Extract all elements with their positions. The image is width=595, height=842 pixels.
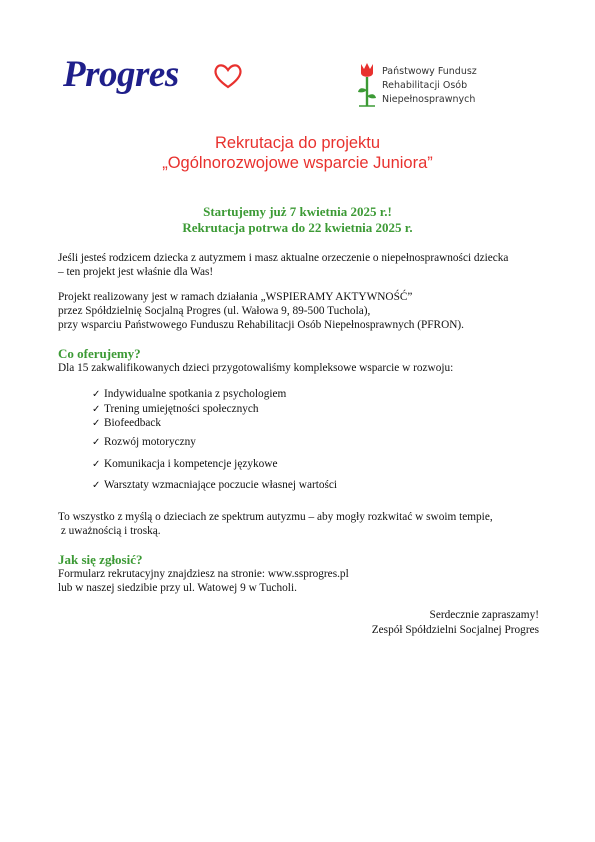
offer-heading: Co oferujemy? — [58, 346, 141, 361]
list-item — [92, 403, 259, 416]
project-info-line-2: przez Spółdzielnię Socjalną Progres (ul. Wałowa 9, 89-500 Tuchola), — [58, 305, 371, 317]
list-item-label: Indywidualne spotkania z psychologiem — [104, 388, 287, 400]
list-item-label: Komunikacja i kompetencje językowe — [104, 458, 278, 470]
pfron-logo — [355, 60, 535, 112]
list-item-label: Warsztaty wzmacniające poczucie własnej wartości — [104, 479, 338, 491]
list-item — [92, 436, 196, 449]
document-title-line-1: Rekrutacja do projektu — [214, 134, 381, 152]
closing-line-1: To wszystko z myślą o dzieciach ze spektrum autyzmu – aby mogły rozkwitać w swoim tempie, — [58, 511, 493, 523]
heart-icon — [213, 62, 243, 90]
checkmark-icon: ✓ — [92, 404, 101, 415]
signature-greeting: Serdecznie zapraszamy! — [429, 609, 539, 621]
checkmark-icon: ✓ — [92, 437, 101, 448]
pfron-line-3: Niepełnosprawnych — [382, 94, 476, 105]
recruitment-deadline: Rekrutacja potrwa do 22 kwietnia 2025 r. — [182, 220, 413, 235]
checkmark-icon: ✓ — [92, 459, 101, 470]
progres-logo — [63, 52, 243, 102]
pfron-line-2: Rehabilitacji Osób — [382, 80, 468, 91]
list-item — [92, 479, 337, 492]
apply-heading: Jak się zgłosić? — [58, 552, 143, 567]
closing-line-2: z uważnością i troską. — [58, 525, 161, 537]
start-date: Startujemy już 7 kwietnia 2025 r.! — [203, 204, 392, 219]
list-item-label: Trening umiejętności społecznych — [104, 403, 259, 415]
document-title-line-2: „Ogólnorozwojowe wsparcie Juniora” — [162, 154, 433, 172]
checkmark-icon: ✓ — [92, 418, 101, 429]
checkmark-icon: ✓ — [92, 480, 101, 491]
signature-team: Zespół Spółdzielni Socjalnej Progres — [371, 624, 539, 636]
project-info-line-1: Projekt realizowany jest w ramach działania „WSPIERAMY AKTYWNOŚĆ” — [58, 291, 413, 303]
pfron-line-1: Państwowy Fundusz — [382, 66, 477, 77]
intro-line-1: Jeśli jesteś rodzicem dziecka z autyzmem i masz aktualne orzeczenie o niepełnosprawności dziecka — [58, 252, 509, 264]
tulip-icon — [355, 60, 379, 110]
intro-line-2: – ten projekt jest właśnie dla Was! — [58, 266, 214, 278]
offer-intro: Dla 15 zakwalifikowanych dzieci przygotowaliśmy kompleksowe wsparcie w rozwoju: — [58, 362, 454, 374]
pfron-logo-text — [382, 65, 477, 107]
checkmark-icon: ✓ — [92, 389, 101, 400]
list-item-label: Biofeedback — [104, 417, 162, 429]
list-item — [92, 458, 277, 471]
list-item — [92, 417, 161, 430]
list-item — [92, 388, 286, 401]
progres-logo-text: Progres — [63, 54, 179, 95]
apply-line-2: lub w naszej siedzibie przy ul. Watowej 9 w Tucholi. — [58, 582, 297, 594]
apply-line-1: Formularz rekrutacyjny znajdziesz na stronie: www.ssprogres.pl — [58, 568, 349, 580]
project-info-line-3: przy wsparciu Państwowego Funduszu Rehabilitacji Osób Niepełnosprawnych (PFRON). — [58, 319, 464, 331]
list-item-label: Rozwój motoryczny — [104, 436, 196, 448]
